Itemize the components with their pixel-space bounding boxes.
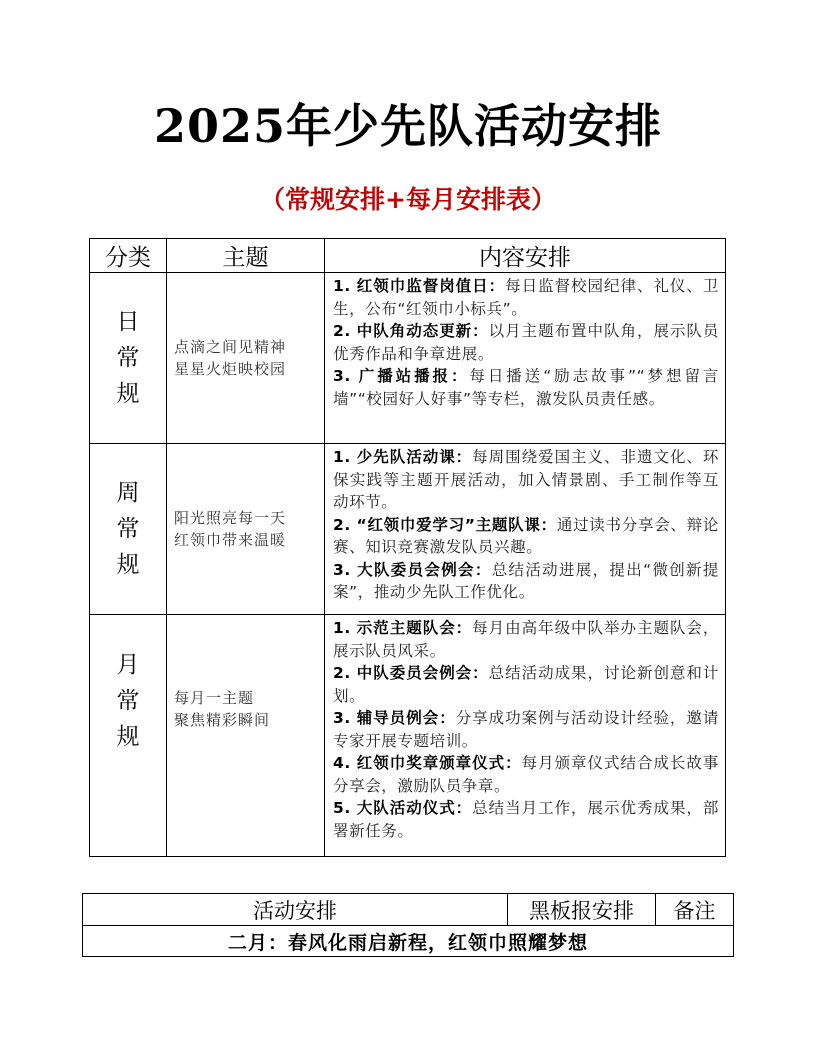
header-notes: 备注 xyxy=(656,894,734,926)
routine-schedule-table xyxy=(89,238,726,857)
content-item: 1. 示范主题队会：每月由高年级中队举办主题队会，展示队员风采。 xyxy=(333,619,720,660)
table-row-daily xyxy=(90,273,726,444)
table-header-row xyxy=(90,239,726,273)
content-item: 2. 中队角动态更新：以月主题布置中队角，展示队员优秀作品和争章进展。 xyxy=(333,322,720,363)
category-cell: 日 常 规 xyxy=(90,273,167,444)
content-item: 3. 辅导员例会：分享成功案例与活动设计经验，邀请专家开展专题培训。 xyxy=(333,709,719,750)
content-item: 1. 红领巾监督岗值日：每日监督校园纪律、礼仪、卫生，公布“红领巾小标兵”。 xyxy=(333,277,719,318)
content-cell xyxy=(325,273,726,444)
header-theme: 主题 xyxy=(167,239,325,273)
table-row-monthly xyxy=(90,615,726,857)
content-item: 4. 红领巾奖章颁章仪式：每月颁章仪式结合成长故事分享会，激励队员争章。 xyxy=(333,754,719,795)
page-subtitle: （常规安排+每月安排表） xyxy=(260,185,556,214)
content-cell xyxy=(325,444,726,615)
theme-cell: 每月一主题 聚焦精彩瞬间 xyxy=(167,615,325,857)
content-item: 1. 少先队活动课：每周围绕爱国主义、非遗文化、环保实践等主题开展活动，加入情景剧、手工制作等互动环节。 xyxy=(333,448,720,511)
month-title: 二月：春风化雨启新程，红领巾照耀梦想 xyxy=(83,926,734,957)
header-blackboard: 黑板报安排 xyxy=(508,894,656,926)
header-activities: 活动安排 xyxy=(83,894,508,926)
category-cell: 月 常 规 xyxy=(90,615,167,857)
content-item: 2. 中队委员会例会：总结活动成果，讨论新创意和计划。 xyxy=(333,664,720,705)
content-item: 5. 大队活动仪式：总结当月工作，展示优秀成果，部署新任务。 xyxy=(333,799,720,840)
header-content: 内容安排 xyxy=(325,239,726,273)
monthly-schedule-table xyxy=(82,893,734,957)
page-title: 2025年少先队活动安排 xyxy=(153,99,663,153)
table-header-row xyxy=(83,894,734,926)
theme-cell: 点滴之间见精神 星星火炬映校园 xyxy=(167,273,325,444)
table-row-weekly xyxy=(90,444,726,615)
content-item: 2. “红领巾爱学习”主题队课：通过读书分享会、辩论赛、知识竞赛激发队员兴趣。 xyxy=(333,515,719,556)
header-category: 分类 xyxy=(90,239,167,273)
theme-cell: 阳光照亮每一天 红领巾带来温暖 xyxy=(167,444,325,615)
month-row-february xyxy=(83,926,734,957)
category-cell: 周 常 规 xyxy=(90,444,167,615)
content-item: 3. 广播站播报：每日播送“励志故事”“梦想留言墙”“校园好人好事”等专栏，激发队员责任感。 xyxy=(333,367,719,408)
content-cell xyxy=(325,615,726,857)
content-item: 3. 大队委员会例会：总结活动进展，提出“微创新提案”，推动少先队工作优化。 xyxy=(333,560,719,601)
